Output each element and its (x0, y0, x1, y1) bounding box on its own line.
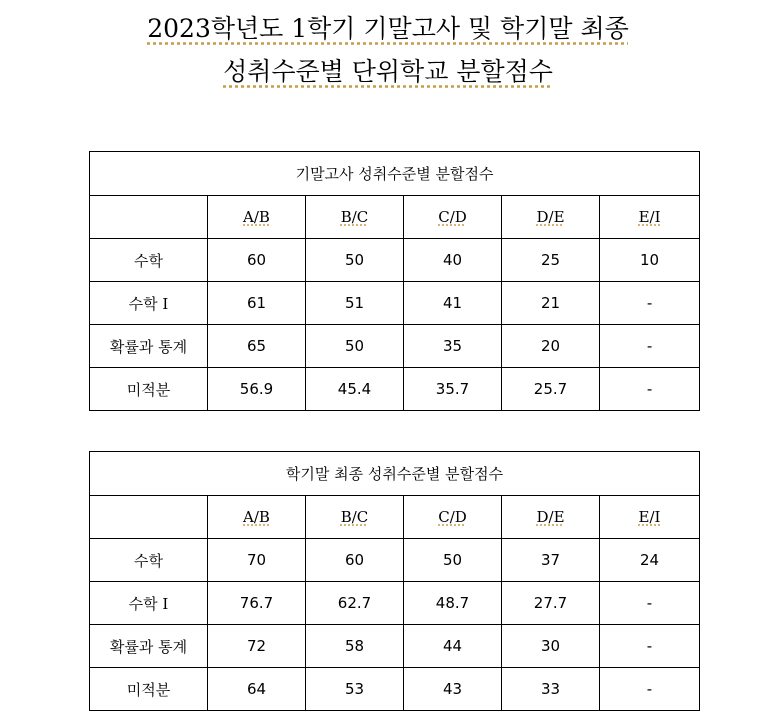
row-subject: 미적분 (90, 668, 208, 711)
cell-value: 64 (208, 668, 306, 711)
cell-value: 51 (306, 282, 404, 325)
cell-value: - (600, 582, 700, 625)
table-caption-row (90, 152, 700, 196)
cell-value: 45.4 (306, 368, 404, 411)
cell-value: 72 (208, 625, 306, 668)
column-header: A/B (208, 196, 306, 239)
row-subject: 미적분 (90, 368, 208, 411)
title-line-1 (0, 13, 776, 45)
cell-value: 20 (502, 325, 600, 368)
cell-value: 35.7 (404, 368, 502, 411)
row-subject: 확률과 통계 (90, 325, 208, 368)
cell-value: 70 (208, 539, 306, 582)
cell-value: 56.9 (208, 368, 306, 411)
cell-value: - (600, 668, 700, 711)
cell-value: 25.7 (502, 368, 600, 411)
cell-value: 21 (502, 282, 600, 325)
table-row (90, 625, 700, 668)
cell-value: 50 (306, 325, 404, 368)
cell-value: 37 (502, 539, 600, 582)
cell-value: 35 (404, 325, 502, 368)
title-line-2 (0, 56, 776, 88)
table-row (90, 668, 700, 711)
column-header: D/E (502, 496, 600, 539)
row-subject: 수학 (90, 539, 208, 582)
cell-value: - (600, 282, 700, 325)
table-row (90, 582, 700, 625)
column-header: A/B (208, 496, 306, 539)
final-exam-cutoff-table (89, 151, 700, 411)
cell-value: 33 (502, 668, 600, 711)
cell-value: 50 (404, 539, 502, 582)
cell-value: 25 (502, 239, 600, 282)
cell-value: 62.7 (306, 582, 404, 625)
table-header-row (90, 196, 700, 239)
cell-value: 60 (208, 239, 306, 282)
table-row (90, 368, 700, 411)
column-header: B/C (306, 496, 404, 539)
column-header: C/D (404, 196, 502, 239)
table-row (90, 325, 700, 368)
title-line-1-text: 2023학년도 1학기 기말고사 및 학기말 최종 (147, 14, 629, 43)
cell-value: 61 (208, 282, 306, 325)
cell-value: 40 (404, 239, 502, 282)
cell-value: - (600, 625, 700, 668)
cell-value: 65 (208, 325, 306, 368)
cell-value: 10 (600, 239, 700, 282)
column-header: E/I (600, 196, 700, 239)
cell-value: - (600, 325, 700, 368)
table-row (90, 282, 700, 325)
table-caption-row (90, 452, 700, 496)
cell-value: 58 (306, 625, 404, 668)
cell-value: 76.7 (208, 582, 306, 625)
cell-value: - (600, 368, 700, 411)
table-header-row (90, 496, 700, 539)
cell-value: 27.7 (502, 582, 600, 625)
header-corner-cell (90, 196, 208, 239)
cell-value: 43 (404, 668, 502, 711)
column-header: E/I (600, 496, 700, 539)
table-row (90, 539, 700, 582)
table-caption: 기말고사 성취수준별 분할점수 (90, 152, 700, 196)
cell-value: 53 (306, 668, 404, 711)
title-line-2-text: 성취수준별 단위학교 분할점수 (223, 57, 553, 86)
column-header: B/C (306, 196, 404, 239)
table-row (90, 239, 700, 282)
cell-value: 44 (404, 625, 502, 668)
semester-final-cutoff-table (89, 451, 700, 711)
cell-value: 41 (404, 282, 502, 325)
cell-value: 30 (502, 625, 600, 668)
row-subject: 수학 I (90, 282, 208, 325)
header-corner-cell (90, 496, 208, 539)
row-subject: 확률과 통계 (90, 625, 208, 668)
column-header: D/E (502, 196, 600, 239)
cell-value: 50 (306, 239, 404, 282)
row-subject: 수학 (90, 239, 208, 282)
column-header: C/D (404, 496, 502, 539)
cell-value: 24 (600, 539, 700, 582)
cell-value: 48.7 (404, 582, 502, 625)
row-subject: 수학 I (90, 582, 208, 625)
cell-value: 60 (306, 539, 404, 582)
table-caption: 학기말 최종 성취수준별 분할점수 (90, 452, 700, 496)
